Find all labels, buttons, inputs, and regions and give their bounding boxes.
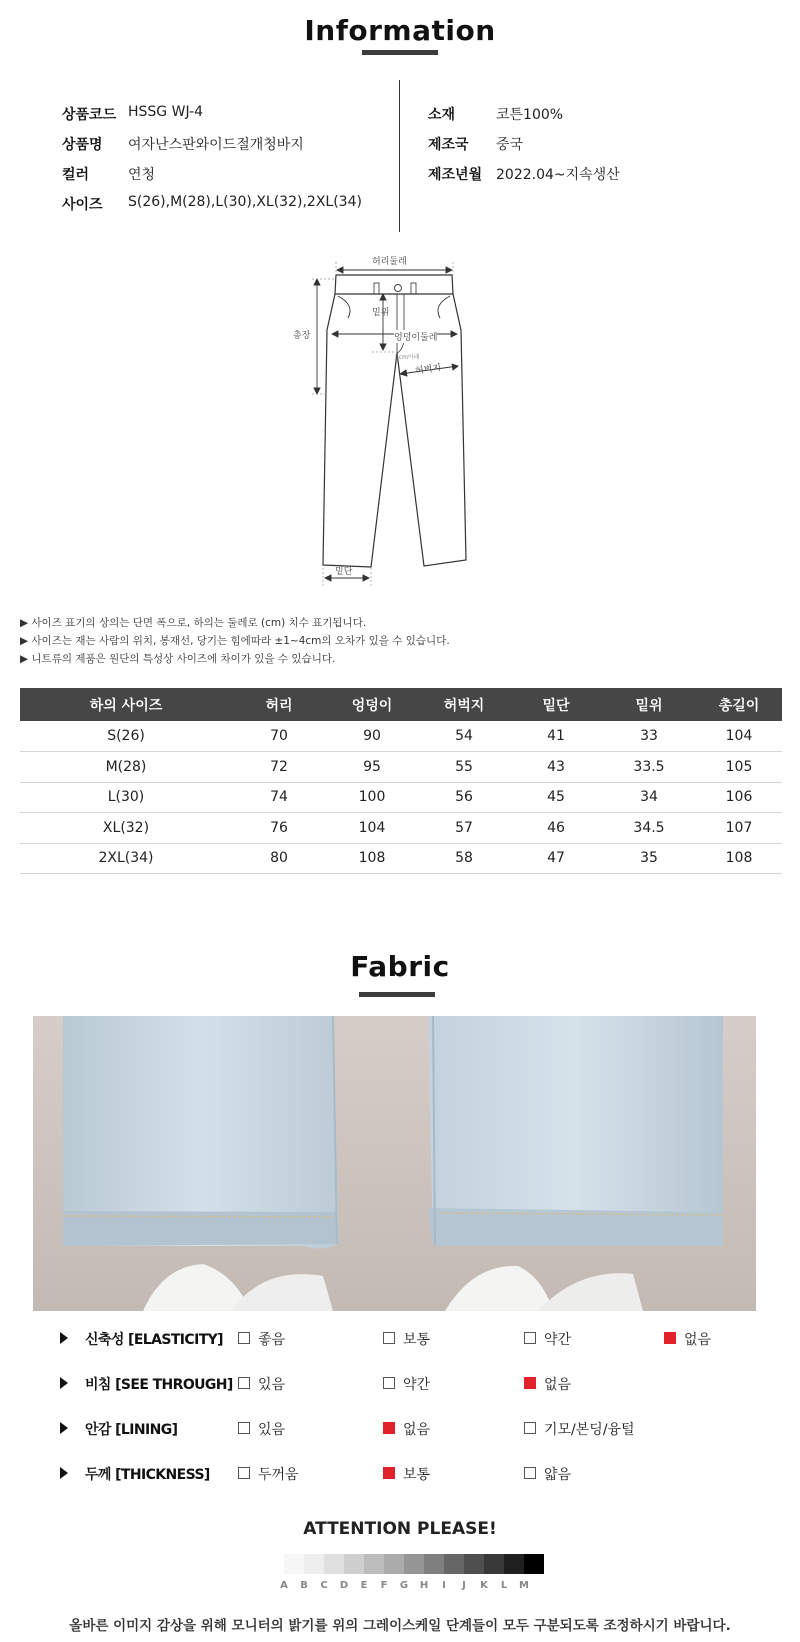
- info-value: 코튼100%: [496, 107, 564, 123]
- table-cell: 46: [510, 813, 602, 844]
- table-cell: 95: [326, 752, 418, 783]
- fabric-title-underline: [359, 992, 435, 997]
- table-cell: L(30): [20, 782, 232, 813]
- grayscale-letter: D: [339, 1580, 349, 1591]
- checkbox-icon: [524, 1332, 536, 1344]
- table-cell: 108: [696, 843, 782, 874]
- grayscale-swatch: [324, 1554, 344, 1574]
- pants-measurement-diagram: [290, 250, 490, 590]
- attention-title: ATTENTION PLEASE!: [303, 1519, 497, 1539]
- table-cell: 58: [418, 843, 510, 874]
- checkbox-icon: [383, 1377, 395, 1389]
- size-note: ▶ 사이즈 표기의 상의는 단면 폭으로, 하의는 둘레로 (cm) 치수 표기됩니다.: [20, 617, 367, 629]
- info-key: 제조국: [428, 137, 469, 153]
- table-cell: 80: [232, 843, 326, 874]
- info-key: 소재: [428, 107, 456, 123]
- grayscale-swatch: [524, 1554, 544, 1574]
- table-cell: 57: [418, 813, 510, 844]
- grayscale-letter: J: [462, 1580, 466, 1591]
- table-cell: 41: [510, 721, 602, 752]
- fabric-option-label: 있음: [258, 1422, 286, 1438]
- column-header: 밑위: [602, 688, 696, 721]
- diagram-waist-label: 허리둘레: [372, 254, 407, 267]
- fabric-option-label: 두꺼움: [258, 1467, 299, 1483]
- fabric-option-label: 있음: [258, 1377, 286, 1393]
- checked-box-icon: [664, 1332, 676, 1344]
- fabric-row-label: 두께 [THICKNESS]: [85, 1467, 210, 1483]
- grayscale-swatch: [424, 1554, 444, 1574]
- info-value: S(26),M(28),L(30),XL(32),2XL(34): [128, 194, 362, 210]
- fabric-option-label: 보통: [403, 1467, 431, 1483]
- info-key: 제조년월: [428, 167, 483, 183]
- grayscale-letter: B: [300, 1580, 308, 1591]
- column-header: 하의 사이즈: [20, 688, 232, 721]
- checkbox-icon: [238, 1332, 250, 1344]
- table-cell: S(26): [20, 721, 232, 752]
- size-note: ▶ 니트류의 제품은 원단의 특성상 사이즈에 차이가 있을 수 있습니다.: [20, 653, 336, 665]
- column-header: 허벅지: [418, 688, 510, 721]
- table-cell: 100: [326, 782, 418, 813]
- grayscale-swatch: [364, 1554, 384, 1574]
- info-divider: [399, 80, 400, 232]
- fabric-option-label: 보통: [403, 1332, 431, 1348]
- info-key: 상품명: [62, 137, 103, 153]
- table-cell: 104: [696, 721, 782, 752]
- table-cell: 47: [510, 843, 602, 874]
- table-row: [20, 721, 782, 752]
- column-header: 총길이: [696, 688, 782, 721]
- info-value: 연청: [128, 167, 156, 183]
- table-row: [20, 813, 782, 844]
- checked-box-icon: [383, 1467, 395, 1479]
- fabric-option-label: 없음: [403, 1422, 431, 1438]
- checkbox-icon: [238, 1377, 250, 1389]
- info-key: 상품코드: [62, 107, 117, 123]
- diagram-length-label: 총장: [293, 331, 311, 341]
- checkbox-icon: [238, 1422, 250, 1434]
- info-value: 여자난스판와이드절개청바지: [128, 137, 304, 153]
- fabric-option-label: 좋음: [258, 1332, 286, 1348]
- checkbox-icon: [524, 1422, 536, 1434]
- table-cell: 106: [696, 782, 782, 813]
- grayscale-letter: H: [419, 1580, 429, 1591]
- table-cell: XL(32): [20, 813, 232, 844]
- info-key: 컬러: [62, 167, 90, 183]
- triangle-bullet-icon: [60, 1467, 68, 1479]
- grayscale-swatch: [404, 1554, 424, 1574]
- table-cell: 33.5: [602, 752, 696, 783]
- fabric-row-label: 비침 [SEE THROUGH]: [85, 1377, 233, 1393]
- info-key: 사이즈: [62, 197, 103, 213]
- grayscale-swatch: [484, 1554, 504, 1574]
- column-header: 엉덩이: [326, 688, 418, 721]
- size-table-header: [20, 688, 782, 721]
- table-cell: 54: [418, 721, 510, 752]
- grayscale-letter: C: [320, 1580, 328, 1591]
- table-cell: 2XL(34): [20, 843, 232, 874]
- table-cell: 74: [232, 782, 326, 813]
- triangle-bullet-icon: [60, 1422, 68, 1434]
- attention-note: 올바른 이미지 감상을 위해 모니터의 밝기를 위의 그레이스케일 단계들이 모두 구분되도록 조정하시기 바랍니다.: [69, 1618, 731, 1634]
- fabric-option-label: 약간: [544, 1332, 572, 1348]
- checkbox-icon: [524, 1467, 536, 1479]
- table-cell: 72: [232, 752, 326, 783]
- info-value: 중국: [496, 137, 524, 153]
- checkbox-icon: [383, 1332, 395, 1344]
- table-cell: 34.5: [602, 813, 696, 844]
- table-cell: 107: [696, 813, 782, 844]
- diagram-rise-label: 밑위: [372, 308, 390, 318]
- grayscale-letter: M: [519, 1580, 529, 1591]
- grayscale-letter: F: [380, 1580, 388, 1591]
- table-cell: 45: [510, 782, 602, 813]
- size-table: [20, 688, 782, 874]
- column-header: 밑단: [510, 688, 602, 721]
- table-cell: 90: [326, 721, 418, 752]
- information-title: Information: [304, 14, 496, 47]
- grayscale-swatch: [444, 1554, 464, 1574]
- table-row: [20, 843, 782, 874]
- grayscale-swatch: [464, 1554, 484, 1574]
- grayscale-swatch: [284, 1554, 304, 1574]
- table-cell: 70: [232, 721, 326, 752]
- table-cell: 108: [326, 843, 418, 874]
- fabric-option-label: 없음: [684, 1332, 712, 1348]
- grayscale-letter: E: [360, 1580, 368, 1591]
- grayscale-swatch: [384, 1554, 404, 1574]
- table-cell: 76: [232, 813, 326, 844]
- checkbox-icon: [238, 1467, 250, 1479]
- diagram-thigh-label: 허벅지: [414, 363, 442, 377]
- triangle-bullet-icon: [60, 1377, 68, 1389]
- fabric-photo: [33, 1016, 756, 1311]
- table-cell: 33: [602, 721, 696, 752]
- info-value: 2022.04~지속생산: [496, 167, 620, 183]
- info-value: HSSG WJ-4: [128, 104, 204, 120]
- fabric-option-label: 얇음: [544, 1467, 572, 1483]
- table-cell: 35: [602, 843, 696, 874]
- grayscale-letter: I: [442, 1580, 446, 1591]
- grayscale-swatch: [504, 1554, 524, 1574]
- fabric-option-label: 없음: [544, 1377, 572, 1393]
- diagram-hip-label: 엉덩이둘레: [394, 330, 437, 343]
- table-cell: 34: [602, 782, 696, 813]
- table-cell: M(28): [20, 752, 232, 783]
- fabric-option-label: 약간: [403, 1377, 431, 1393]
- diagram-crotch-note: 5cm아래: [395, 354, 420, 361]
- column-header: 허리: [232, 688, 326, 721]
- table-cell: 55: [418, 752, 510, 783]
- fabric-title: Fabric: [350, 950, 450, 983]
- grayscale-letter: A: [280, 1580, 288, 1591]
- grayscale-swatch: [344, 1554, 364, 1574]
- triangle-bullet-icon: [60, 1332, 68, 1344]
- table-cell: 43: [510, 752, 602, 783]
- table-row: [20, 752, 782, 783]
- table-cell: 104: [326, 813, 418, 844]
- grayscale-letter: K: [480, 1580, 488, 1591]
- diagram-hem-label: 밑단: [335, 567, 353, 577]
- fabric-row-label: 안감 [LINING]: [85, 1422, 178, 1438]
- checked-box-icon: [524, 1377, 536, 1389]
- information-title-underline: [362, 50, 438, 55]
- grayscale-letter: L: [500, 1580, 508, 1591]
- grayscale-letter: G: [399, 1580, 409, 1591]
- size-notes: [20, 614, 450, 668]
- table-cell: 56: [418, 782, 510, 813]
- fabric-option-label: 기모/본딩/융털: [544, 1422, 635, 1438]
- size-note: ▶ 사이즈는 재는 사람의 위치, 봉재선, 당기는 힘에따라 ±1~4cm의 오차가 있을 수 있습니다.: [20, 635, 450, 647]
- table-cell: 105: [696, 752, 782, 783]
- grayscale-swatch: [304, 1554, 324, 1574]
- checked-box-icon: [383, 1422, 395, 1434]
- table-row: [20, 782, 782, 813]
- fabric-row-label: 신축성 [ELASTICITY]: [85, 1332, 223, 1348]
